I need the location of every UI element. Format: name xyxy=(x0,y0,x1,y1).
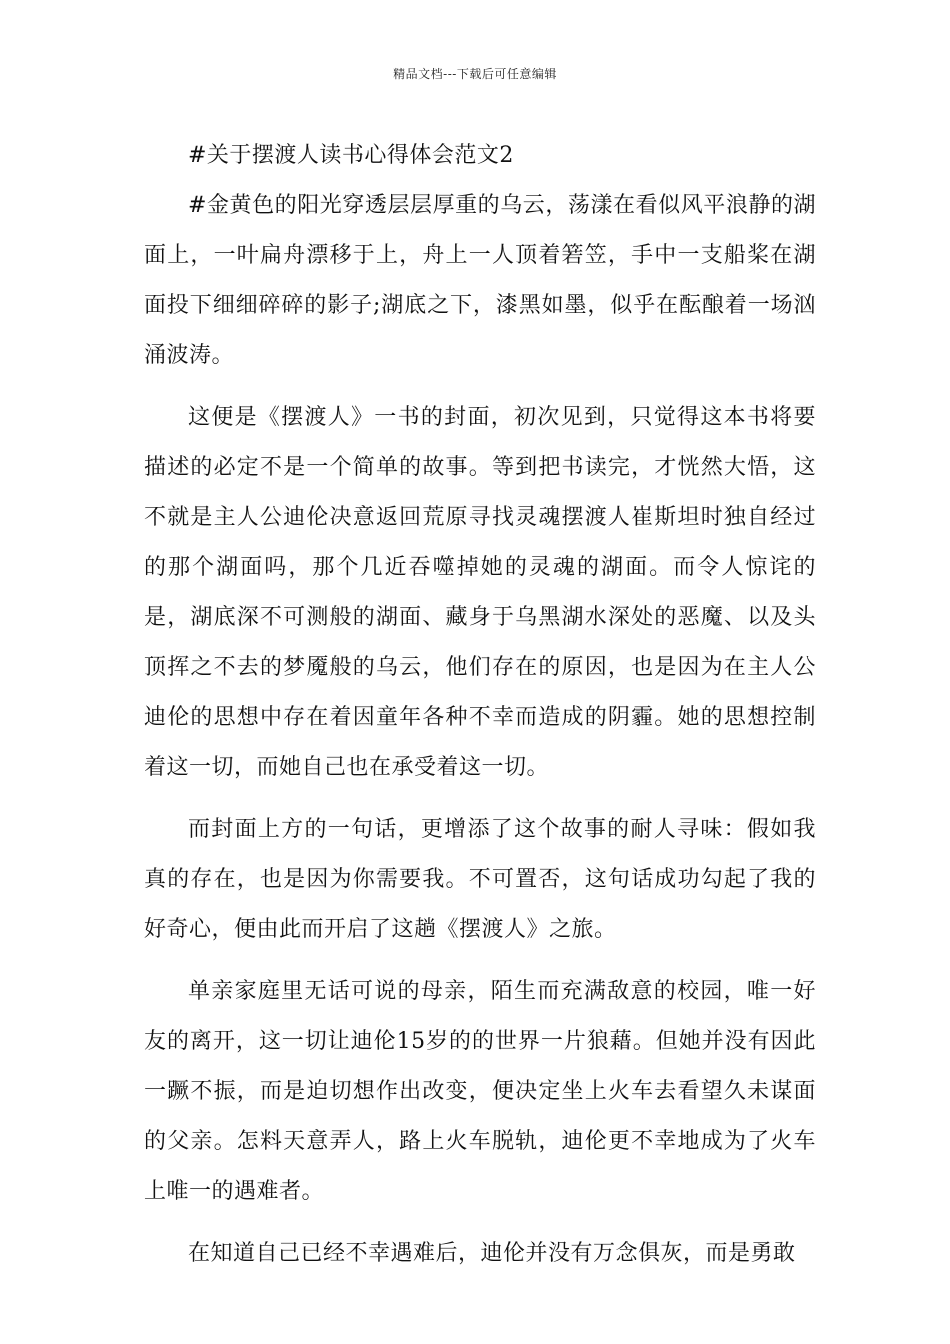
document-body xyxy=(144,131,816,1291)
page-header: 精品文档---下载后可任意编辑 xyxy=(393,67,557,81)
paragraph: #金黄色的阳光穿透层层厚重的乌云，荡漾在看似风平浪静的湖面上，一叶扁舟漂移于上，舟上一人顶着箬笠，手中一支船桨在湖面投下细细碎碎的影子;湖底之下，漆黑如墨，似乎在酝酿着一场汹涌波涛。 xyxy=(144,193,816,368)
paragraph: 而封面上方的一句话，更增添了这个故事的耐人寻味：假如我真的存在，也是因为你需要我。不可置否，这句话成功勾起了我的好奇心，便由此而开启了这趟《摆渡人》之旅。 xyxy=(144,817,816,942)
paragraph-title: #关于摆渡人读书心得体会范文2 xyxy=(188,143,514,168)
paragraph: 单亲家庭里无话可说的母亲，陌生而充满敌意的校园，唯一好友的离开，这一切让迪伦15岁的的世界一片狼藉。但她并没有因此一蹶不振，而是迫切想作出改变，便决定坐上火车去看望久未谋面的父亲。怎料天意弄人，路上火车脱轨，迪伦更不幸地成为了火车上唯一的遇难者。 xyxy=(144,979,816,1204)
paragraph: 在知道自己已经不幸遇难后，迪伦并没有万念俱灰，而是勇敢 xyxy=(188,1241,796,1266)
paragraph: 这便是《摆渡人》一书的封面，初次见到，只觉得这本书将要描述的必定不是一个简单的故事。等到把书读完，才恍然大悟，这不就是主人公迪伦决意返回荒原寻找灵魂摆渡人崔斯坦时独自经过的那个湖面吗，那个几近吞噬掉她的灵魂的湖面。而令人惊诧的是，湖底深不可测般的湖面、藏身于乌黑湖水深处的恶魔、以及头顶挥之不去的梦魇般的乌云，他们存在的原因，也是因为在主人公迪伦的思想中存在着因童年各种不幸而造成的阴霾。她的思想控制着这一切，而她自己也在承受着这一切。 xyxy=(144,405,816,780)
